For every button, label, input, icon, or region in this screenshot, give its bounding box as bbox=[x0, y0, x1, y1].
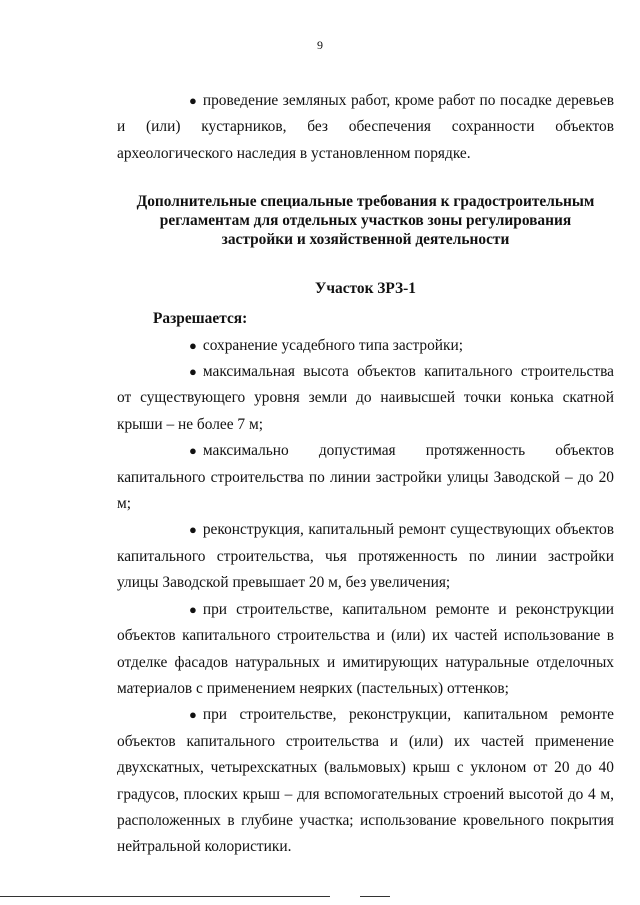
list-item-text: при строительстве, капитальном ремонте и реконструкции объектов капитального строительства и (или) их частей использование в отделке фасадов натуральных и имитирующих натуральные отделочных материалов с применением неярких (пастельных) оттенков; bbox=[117, 600, 614, 697]
subsection-title: Участок ЗРЗ-1 bbox=[315, 280, 416, 298]
permitted-label: Разрешается: bbox=[153, 310, 248, 328]
page-number: 9 bbox=[317, 38, 323, 52]
list-item bbox=[117, 517, 614, 596]
footer-divider bbox=[0, 896, 330, 897]
section-heading: Дополнительные специальные требования к градостроительным регламентам для отдельных участков зоны регулирования застройки и хозяйственной деятельности bbox=[136, 193, 595, 249]
list-item-text: максимально допустимая протяженность объектов капитального строительства по линии застройки улицы Заводской – до 20 м; bbox=[117, 442, 614, 513]
footer-divider bbox=[360, 896, 390, 897]
list-item-text: при строительстве, реконструкции, капитальном ремонте объектов капитального строительства и (или) их частей применение двухскатных, четырехскатных (вальмовых) крыш с уклоном от 20 до 40 градусов, плоских крыш – для вспомогательных строений высотой до 4 м, расположенных в глубине участка; использование кровельного покрытия нейтральной колористики. bbox=[117, 706, 614, 856]
list-item-text: сохранение усадебного типа застройки; bbox=[202, 336, 464, 354]
intro-paragraph bbox=[117, 88, 614, 167]
bullet-icon: ● bbox=[189, 443, 197, 459]
bullet-icon: ● bbox=[189, 601, 197, 617]
list-item bbox=[117, 359, 614, 438]
bullet-icon: ● bbox=[189, 707, 197, 723]
list-item-text: максимальная высота объектов капитального строительства от существующего уровня земли до наивысшей точки конька скатной крыши – не более 7 м; bbox=[117, 363, 614, 433]
bullet-icon: ● bbox=[189, 93, 197, 108]
list-item bbox=[117, 438, 614, 517]
list-item bbox=[117, 702, 614, 860]
bullet-icon: ● bbox=[189, 522, 197, 538]
bullet-icon: ● bbox=[189, 337, 197, 353]
bullet-icon: ● bbox=[189, 364, 197, 380]
list-item bbox=[117, 333, 614, 359]
list-item bbox=[117, 597, 614, 703]
document-body bbox=[117, 88, 614, 861]
intro-paragraph-text: проведение земляных работ, кроме работ по посадке деревьев и (или) кустарников, без обеспечения сохранности объектов археологического наследия в установленном порядке. bbox=[117, 92, 614, 162]
list-item-text: реконструкция, капитальный ремонт существующих объектов капитального строительства, чья протяженность по линии застройки улицы Заводской превышает 20 м, без увеличения; bbox=[117, 521, 614, 592]
